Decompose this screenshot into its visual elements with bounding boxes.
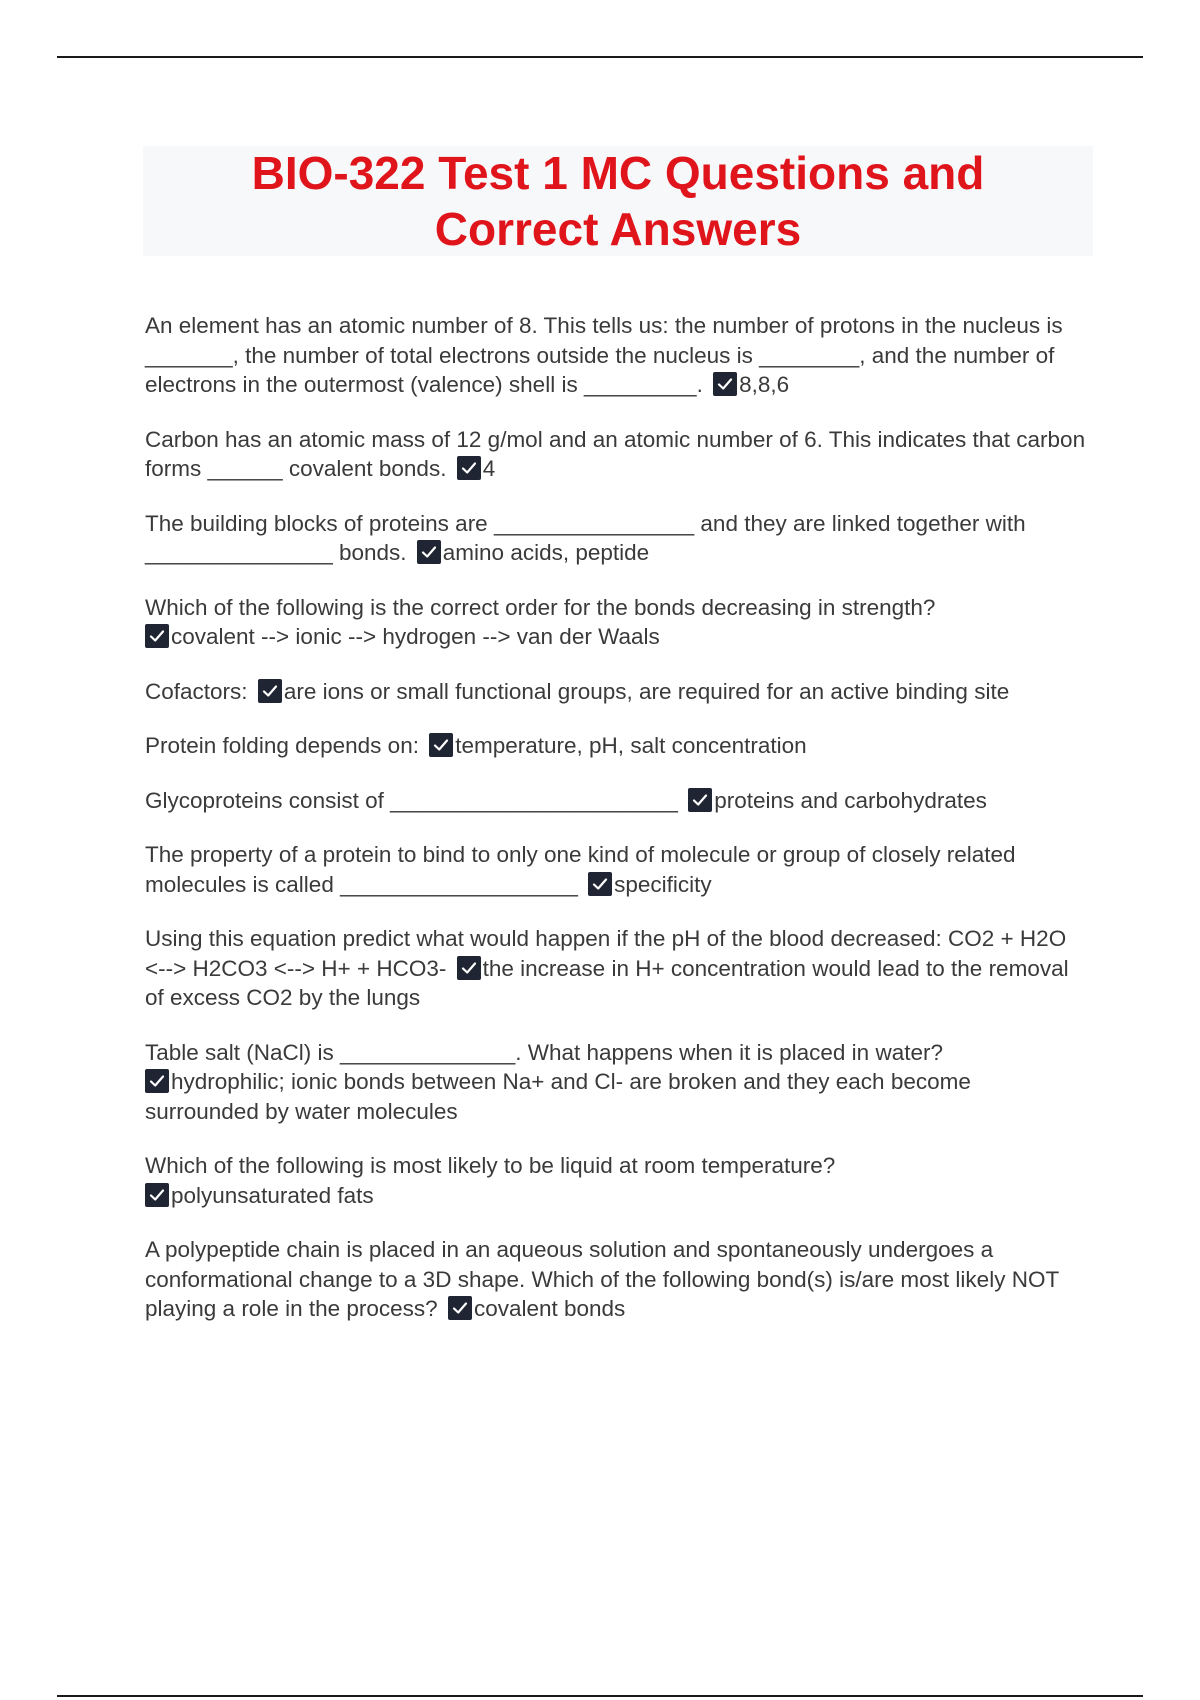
- answer-text: covalent --> ionic --> hydrogen --> van der Waals: [171, 624, 660, 649]
- qa-list: [145, 311, 1090, 1349]
- question-text: Which of the following is the correct order for the bonds decreasing in strength?: [145, 594, 936, 620]
- checkmark-icon: [258, 679, 282, 703]
- qa-item: [145, 1151, 1090, 1210]
- page-title: [252, 145, 985, 257]
- answer-text: amino acids, peptide: [442, 540, 650, 565]
- qa-item: [145, 731, 1090, 761]
- question-text: Table salt (NaCl) is ______________. What happens when it is placed in water?: [145, 1039, 943, 1065]
- checkmark-icon: [588, 872, 612, 896]
- question-text: An element has an atomic number of 8. This tells us: the number of protons in the nucleus is _______, the number of total electrons outside the nucleus is ________, and the number of electrons in the outermost (valence) shell is _________.: [145, 313, 1063, 397]
- title-line-2: Correct Answers: [434, 203, 802, 255]
- checkmark-icon: [429, 733, 453, 757]
- checkmark-icon: [145, 624, 169, 648]
- checkmark-icon: [145, 1183, 169, 1207]
- question-text: Which of the following is most likely to be liquid at room temperature?: [145, 1153, 836, 1178]
- question-text: Using this equation predict what would happen if the pH of the blood decreased: CO2 + H2O <--> H2CO3 <--> H+ + HCO3-: [145, 926, 1067, 981]
- title-banner: [143, 146, 1093, 256]
- qa-item: [145, 840, 1090, 899]
- answer-text: are ions or small functional groups, are required for an active binding site: [283, 678, 1010, 704]
- checkmark-icon: [688, 788, 712, 812]
- question-text: The building blocks of proteins are ________________ and they are linked together with _______________ bonds.: [145, 510, 1026, 565]
- qa-item: [145, 786, 1090, 816]
- qa-item: [145, 677, 1090, 707]
- qa-item: [145, 425, 1090, 484]
- answer-text: the increase in H+ concentration would lead to the removal of excess CO2 by the lungs: [145, 955, 1069, 1010]
- bottom-rule: [57, 1695, 1143, 1697]
- checkmark-icon: [417, 540, 441, 564]
- qa-item: [145, 509, 1090, 568]
- answer-text: covalent bonds: [473, 1296, 626, 1321]
- question-text: A polypeptide chain is placed in an aqueous solution and spontaneously undergoes a conformational change to a 3D shape. Which of the following bond(s) is/are most likely NOT playing a role in the process?: [145, 1237, 1059, 1321]
- checkmark-icon: [448, 1296, 472, 1320]
- question-text: Protein folding depends on:: [145, 733, 419, 758]
- checkmark-icon: [145, 1069, 169, 1093]
- answer-text: polyunsaturated fats: [171, 1182, 374, 1208]
- question-text: Cofactors:: [145, 678, 248, 704]
- qa-item: [145, 311, 1090, 400]
- answer-text: proteins and carbohydrates: [714, 787, 987, 813]
- answer-text: specificity: [614, 871, 712, 897]
- qa-item: [145, 924, 1090, 1013]
- qa-item: [145, 1038, 1090, 1127]
- question-text: Glycoproteins consist of _______________________: [145, 787, 678, 813]
- checkmark-icon: [457, 456, 481, 480]
- answer-text: 4: [482, 456, 496, 481]
- qa-item: [145, 593, 1090, 652]
- answer-text: hydrophilic; ionic bonds between Na+ and Cl- are broken and they each become surrounded by water molecules: [145, 1069, 971, 1124]
- checkmark-icon: [457, 956, 481, 980]
- answer-text: temperature, pH, salt concentration: [455, 733, 807, 758]
- question-text: The property of a protein to bind to only one kind of molecule or group of closely related molecules is called ___________________: [145, 842, 1016, 897]
- top-rule: [57, 56, 1143, 58]
- checkmark-icon: [713, 372, 737, 396]
- question-text: Carbon has an atomic mass of 12 g/mol and an atomic number of 6. This indicates that carbon forms ______ covalent bonds.: [145, 426, 1086, 481]
- qa-item: [145, 1235, 1090, 1324]
- title-line-1: BIO-322 Test 1 MC Questions and: [251, 147, 985, 199]
- answer-text: 8,8,6: [739, 372, 790, 397]
